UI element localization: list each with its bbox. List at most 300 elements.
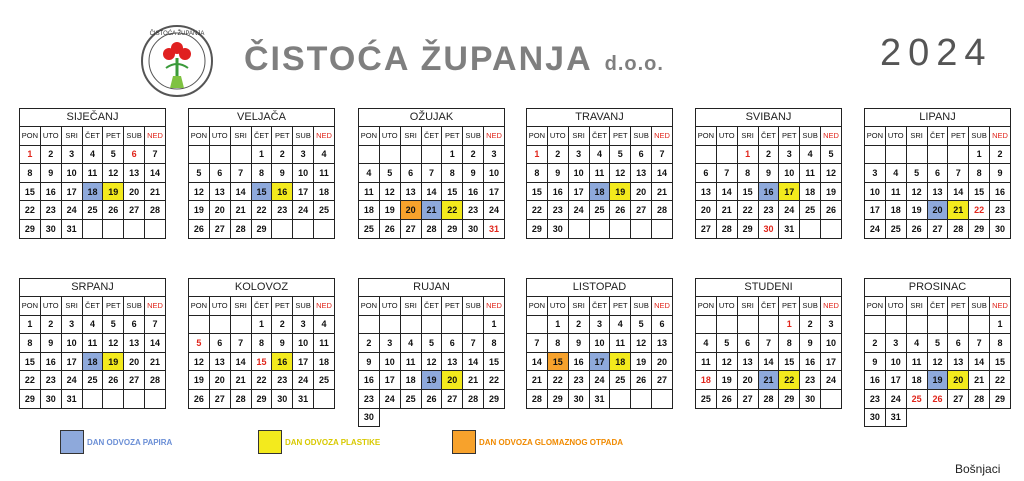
month-title: TRAVANJ (526, 108, 673, 126)
day-cell: 18 (314, 352, 335, 371)
day-cell: 3 (821, 315, 842, 334)
day-cell: 13 (400, 182, 421, 201)
day-cell: 26 (716, 389, 737, 408)
day-cell: 11 (400, 352, 421, 371)
day-cell: 2 (990, 145, 1011, 164)
weekday-label: SRI (400, 297, 421, 316)
day-cell: 10 (885, 352, 906, 371)
month-rujan (358, 278, 505, 427)
day-cell: 29 (484, 389, 505, 408)
day-cell: 28 (145, 201, 166, 220)
month-title: VELJAČA (188, 108, 335, 126)
day-cell: 30 (800, 389, 821, 408)
day-cell: 23 (272, 201, 293, 220)
day-cell: 15 (442, 182, 463, 201)
day-cell: 8 (251, 334, 272, 353)
day-cell: 10 (779, 164, 800, 183)
day-cell: 14 (230, 352, 251, 371)
day-cell: 22 (969, 201, 990, 220)
day-cell: 6 (124, 145, 145, 164)
day-cell: 5 (103, 315, 124, 334)
empty-cell (610, 219, 631, 238)
weekday-label: PET (442, 127, 463, 146)
day-cell: 18 (82, 352, 103, 371)
empty-cell (103, 389, 124, 408)
weekday-label: UTO (379, 297, 400, 316)
day-cell: 10 (61, 334, 82, 353)
day-cell: 4 (82, 315, 103, 334)
day-cell: 2 (40, 315, 61, 334)
day-cell: 4 (696, 334, 717, 353)
day-cell: 18 (885, 201, 906, 220)
empty-cell (927, 408, 948, 427)
day-cell: 14 (230, 182, 251, 201)
weekday-label: PET (272, 127, 293, 146)
day-cell: 16 (40, 182, 61, 201)
day-cell: 23 (990, 201, 1011, 220)
day-cell: 20 (124, 352, 145, 371)
day-cell: 13 (927, 182, 948, 201)
day-cell: 24 (484, 201, 505, 220)
day-cell: 9 (40, 334, 61, 353)
empty-cell (230, 145, 251, 164)
day-cell: 4 (82, 145, 103, 164)
weekday-label: NED (821, 127, 842, 146)
weekday-label: ČET (421, 127, 442, 146)
day-cell: 13 (209, 352, 230, 371)
day-cell: 18 (610, 352, 631, 371)
day-cell: 2 (463, 145, 484, 164)
day-cell: 11 (314, 334, 335, 353)
day-cell: 12 (610, 164, 631, 183)
day-cell: 8 (969, 164, 990, 183)
day-cell: 19 (906, 201, 927, 220)
weekday-label: SRI (61, 297, 82, 316)
empty-cell (400, 315, 421, 334)
day-cell: 15 (969, 182, 990, 201)
empty-cell (293, 219, 314, 238)
day-cell: 27 (737, 389, 758, 408)
day-cell: 1 (527, 145, 548, 164)
empty-cell (379, 408, 400, 427)
day-cell: 3 (865, 164, 886, 183)
day-cell: 10 (379, 352, 400, 371)
day-cell: 17 (61, 352, 82, 371)
day-cell: 28 (463, 389, 484, 408)
weekday-label: ČET (251, 127, 272, 146)
day-cell: 7 (421, 164, 442, 183)
month-title: PROSINAC (864, 278, 1011, 296)
day-cell: 27 (124, 371, 145, 390)
empty-cell (82, 219, 103, 238)
day-cell: 26 (927, 389, 948, 408)
legend-swatch (452, 430, 476, 454)
weekday-label: SUB (463, 297, 484, 316)
day-cell: 15 (547, 352, 568, 371)
day-cell: 16 (800, 352, 821, 371)
empty-cell (948, 408, 969, 427)
day-cell: 30 (40, 389, 61, 408)
day-cell: 3 (779, 145, 800, 164)
month-veljača (188, 108, 335, 239)
weekday-label: SRI (737, 297, 758, 316)
day-cell: 4 (610, 315, 631, 334)
weekday-label: SRI (230, 297, 251, 316)
weekday-label: SUB (800, 297, 821, 316)
day-cell: 8 (779, 334, 800, 353)
day-cell: 8 (20, 334, 41, 353)
day-cell: 15 (251, 352, 272, 371)
day-cell: 29 (779, 389, 800, 408)
weekday-label: PET (103, 297, 124, 316)
legend-label: DAN ODVOZA GLOMAZNOG OTPADA (479, 437, 623, 447)
company-title (244, 40, 664, 79)
day-cell: 17 (568, 182, 589, 201)
day-cell: 20 (400, 201, 421, 220)
day-cell: 7 (652, 145, 673, 164)
day-cell: 16 (568, 352, 589, 371)
weekday-label: PET (103, 127, 124, 146)
day-cell: 30 (272, 389, 293, 408)
day-cell: 9 (800, 334, 821, 353)
day-cell: 25 (314, 371, 335, 390)
day-cell: 24 (293, 371, 314, 390)
day-cell: 28 (716, 219, 737, 238)
day-cell: 6 (737, 334, 758, 353)
empty-cell (272, 219, 293, 238)
weekday-label: NED (145, 297, 166, 316)
day-cell: 24 (61, 201, 82, 220)
weekday-label: PON (359, 127, 380, 146)
weekday-label: SUB (631, 297, 652, 316)
empty-cell (821, 389, 842, 408)
empty-cell (631, 389, 652, 408)
weekday-label: SRI (568, 297, 589, 316)
empty-cell (948, 145, 969, 164)
day-cell: 21 (716, 201, 737, 220)
day-cell: 4 (314, 145, 335, 164)
day-cell: 2 (272, 315, 293, 334)
day-cell: 3 (293, 315, 314, 334)
day-cell: 18 (400, 371, 421, 390)
day-cell: 26 (103, 371, 124, 390)
day-cell: 21 (230, 201, 251, 220)
empty-cell (716, 315, 737, 334)
weekday-label: ČET (82, 297, 103, 316)
day-cell: 26 (906, 219, 927, 238)
day-cell: 10 (293, 334, 314, 353)
day-cell: 19 (927, 371, 948, 390)
day-cell: 30 (463, 219, 484, 238)
day-cell: 28 (230, 219, 251, 238)
empty-cell (103, 219, 124, 238)
empty-cell (927, 145, 948, 164)
day-cell: 17 (484, 182, 505, 201)
day-cell: 29 (969, 219, 990, 238)
day-cell: 17 (379, 371, 400, 390)
weekday-label: NED (990, 297, 1011, 316)
day-cell: 1 (737, 145, 758, 164)
day-cell: 2 (359, 334, 380, 353)
day-cell: 11 (359, 182, 380, 201)
day-cell: 17 (61, 182, 82, 201)
day-cell: 4 (906, 334, 927, 353)
empty-cell (906, 315, 927, 334)
empty-cell (865, 315, 886, 334)
day-cell: 9 (568, 334, 589, 353)
day-cell: 2 (800, 315, 821, 334)
day-cell: 29 (251, 219, 272, 238)
day-cell: 6 (442, 334, 463, 353)
day-cell: 18 (359, 201, 380, 220)
month-title: STUDENI (695, 278, 842, 296)
day-cell: 9 (547, 164, 568, 183)
day-cell: 16 (547, 182, 568, 201)
day-cell: 1 (990, 315, 1011, 334)
empty-cell (865, 145, 886, 164)
day-cell: 5 (927, 334, 948, 353)
weekday-label: PET (610, 297, 631, 316)
day-cell: 26 (821, 201, 842, 220)
day-cell: 15 (779, 352, 800, 371)
day-cell: 29 (547, 389, 568, 408)
day-cell: 9 (865, 352, 886, 371)
day-cell: 31 (589, 389, 610, 408)
weekday-label: PON (527, 297, 548, 316)
empty-cell (421, 145, 442, 164)
day-cell: 22 (251, 371, 272, 390)
empty-cell (463, 315, 484, 334)
month-title: OŽUJAK (358, 108, 505, 126)
day-cell: 20 (737, 371, 758, 390)
day-cell: 4 (314, 315, 335, 334)
day-cell: 22 (20, 201, 41, 220)
day-cell: 29 (990, 389, 1011, 408)
day-cell: 14 (716, 182, 737, 201)
day-cell: 22 (990, 371, 1011, 390)
empty-cell (948, 315, 969, 334)
day-cell: 12 (631, 334, 652, 353)
empty-cell (737, 315, 758, 334)
day-cell: 23 (40, 371, 61, 390)
month-title: SRPANJ (19, 278, 166, 296)
weekday-label: UTO (379, 127, 400, 146)
day-cell: 22 (20, 371, 41, 390)
weekday-label: UTO (209, 127, 230, 146)
month-srpanj (19, 278, 166, 409)
empty-cell (758, 315, 779, 334)
month-ožujak (358, 108, 505, 239)
day-cell: 28 (145, 371, 166, 390)
day-cell: 13 (652, 334, 673, 353)
day-cell: 6 (696, 164, 717, 183)
calendar-year: 2024 (880, 32, 993, 74)
weekday-label: NED (484, 297, 505, 316)
day-cell: 27 (696, 219, 717, 238)
day-cell: 21 (421, 201, 442, 220)
day-cell: 8 (251, 164, 272, 183)
day-cell: 12 (716, 352, 737, 371)
day-cell: 3 (61, 315, 82, 334)
legend-item-bulky (452, 430, 623, 454)
day-cell: 14 (527, 352, 548, 371)
empty-cell (568, 219, 589, 238)
day-cell: 19 (189, 201, 210, 220)
month-title: KOLOVOZ (188, 278, 335, 296)
day-cell: 6 (209, 164, 230, 183)
empty-cell (314, 389, 335, 408)
day-cell: 26 (610, 201, 631, 220)
empty-cell (400, 408, 421, 427)
day-cell: 10 (61, 164, 82, 183)
weekday-label: SRI (230, 127, 251, 146)
empty-cell (145, 219, 166, 238)
day-cell: 23 (800, 371, 821, 390)
day-cell: 20 (696, 201, 717, 220)
empty-cell (124, 389, 145, 408)
day-cell: 22 (779, 371, 800, 390)
day-cell: 10 (821, 334, 842, 353)
weekday-label: NED (821, 297, 842, 316)
day-cell: 7 (230, 164, 251, 183)
day-cell: 16 (758, 182, 779, 201)
day-cell: 21 (463, 371, 484, 390)
weekday-label: ČET (758, 297, 779, 316)
day-cell: 24 (379, 389, 400, 408)
weekday-label: PON (696, 127, 717, 146)
day-cell: 24 (293, 201, 314, 220)
day-cell: 11 (82, 164, 103, 183)
weekday-label: PON (20, 127, 41, 146)
day-cell: 1 (251, 145, 272, 164)
day-cell: 1 (779, 315, 800, 334)
day-cell: 12 (379, 182, 400, 201)
weekday-label: SUB (293, 297, 314, 316)
day-cell: 4 (359, 164, 380, 183)
empty-cell (421, 315, 442, 334)
day-cell: 11 (589, 164, 610, 183)
day-cell: 28 (948, 219, 969, 238)
empty-cell (314, 219, 335, 238)
day-cell: 6 (209, 334, 230, 353)
day-cell: 10 (293, 164, 314, 183)
day-cell: 14 (145, 334, 166, 353)
day-cell: 23 (568, 371, 589, 390)
day-cell: 11 (906, 352, 927, 371)
day-cell: 10 (865, 182, 886, 201)
empty-cell (379, 145, 400, 164)
day-cell: 10 (484, 164, 505, 183)
day-cell: 19 (103, 182, 124, 201)
day-cell: 5 (189, 334, 210, 353)
empty-cell (716, 145, 737, 164)
weekday-label: ČET (927, 297, 948, 316)
day-cell: 17 (865, 201, 886, 220)
day-cell: 20 (124, 182, 145, 201)
day-cell: 28 (527, 389, 548, 408)
day-cell: 6 (927, 164, 948, 183)
weekday-label: UTO (716, 297, 737, 316)
day-cell: 9 (990, 164, 1011, 183)
day-cell: 6 (631, 145, 652, 164)
weekday-label: ČET (421, 297, 442, 316)
day-cell: 21 (948, 201, 969, 220)
day-cell: 7 (230, 334, 251, 353)
day-cell: 21 (758, 371, 779, 390)
day-cell: 14 (463, 352, 484, 371)
empty-cell (696, 315, 717, 334)
day-cell: 23 (463, 201, 484, 220)
day-cell: 25 (696, 389, 717, 408)
empty-cell (484, 408, 505, 427)
weekday-label: PON (189, 297, 210, 316)
day-cell: 9 (272, 164, 293, 183)
day-cell: 10 (589, 334, 610, 353)
day-cell: 19 (610, 182, 631, 201)
day-cell: 27 (124, 201, 145, 220)
weekday-label: SUB (463, 127, 484, 146)
empty-cell (359, 145, 380, 164)
day-cell: 16 (463, 182, 484, 201)
day-cell: 12 (189, 352, 210, 371)
day-cell: 23 (359, 389, 380, 408)
weekday-label: SUB (293, 127, 314, 146)
day-cell: 18 (82, 182, 103, 201)
day-cell: 30 (990, 219, 1011, 238)
day-cell: 21 (145, 182, 166, 201)
day-cell: 31 (293, 389, 314, 408)
day-cell: 30 (568, 389, 589, 408)
day-cell: 28 (758, 389, 779, 408)
day-cell: 11 (885, 182, 906, 201)
day-cell: 4 (800, 145, 821, 164)
day-cell: 11 (610, 334, 631, 353)
day-cell: 28 (969, 389, 990, 408)
month-kolovoz (188, 278, 335, 409)
month-svibanj (695, 108, 842, 239)
day-cell: 11 (82, 334, 103, 353)
empty-cell (906, 408, 927, 427)
day-cell: 12 (103, 164, 124, 183)
day-cell: 1 (484, 315, 505, 334)
day-cell: 9 (359, 352, 380, 371)
place-name: Bošnjaci (955, 462, 1001, 476)
day-cell: 27 (948, 389, 969, 408)
day-cell: 5 (906, 164, 927, 183)
day-cell: 21 (527, 371, 548, 390)
weekday-label: PON (865, 127, 886, 146)
company-name: ČISTOĆA ŽUPANJA (244, 40, 593, 78)
empty-cell (969, 315, 990, 334)
day-cell: 15 (20, 352, 41, 371)
day-cell: 3 (61, 145, 82, 164)
weekday-label: SUB (631, 127, 652, 146)
day-cell: 2 (865, 334, 886, 353)
day-cell: 19 (379, 201, 400, 220)
legend-item-paper (60, 430, 172, 454)
day-cell: 14 (948, 182, 969, 201)
weekday-label: SRI (400, 127, 421, 146)
day-cell: 15 (484, 352, 505, 371)
day-cell: 25 (314, 201, 335, 220)
day-cell: 16 (272, 182, 293, 201)
weekday-label: PET (779, 297, 800, 316)
empty-cell (359, 315, 380, 334)
day-cell: 7 (527, 334, 548, 353)
weekday-label: PON (527, 127, 548, 146)
day-cell: 9 (758, 164, 779, 183)
header (0, 0, 1024, 100)
